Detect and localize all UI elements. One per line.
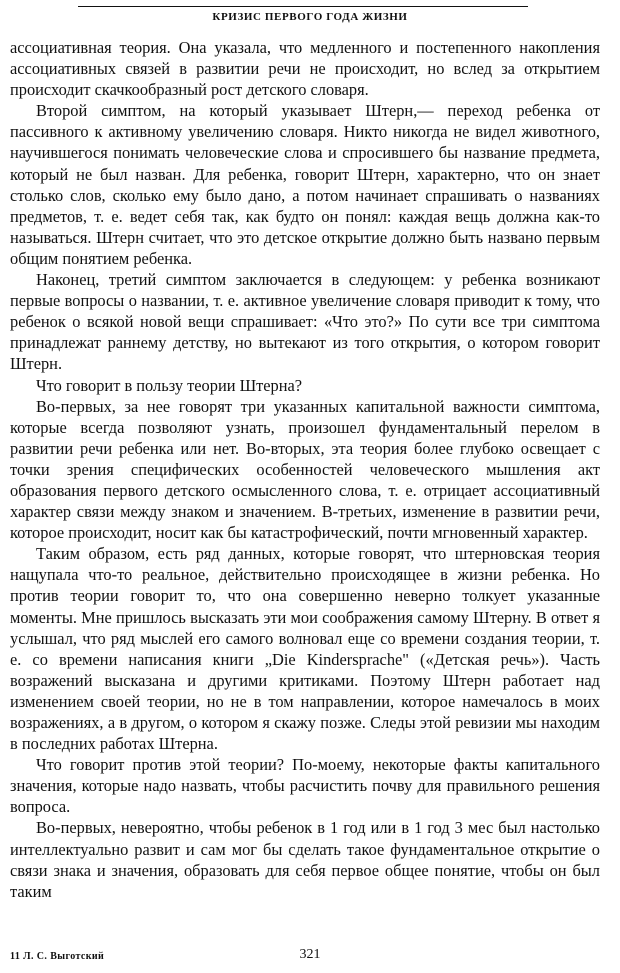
- paragraph-third-symptom: Наконец, третий симптом заключается в следующем: у ребенка возникают первые вопросы о названии, т. е. активное увеличение словаря приводит к тому, что ребенок о всякой новой вещи спрашивает: «Что это?» По сути все три симптома принадлежат раннему детству, но вытекают из того открытия, о котором говорит Штерн.: [10, 270, 600, 374]
- paragraph-continuation: ассоциативная теория. Она указала, что медленного и постепенного накопления ассоциативных связей в развитии речи не происходит, но вслед за открытием происходит скачкообразный рост детского словаря.: [10, 38, 600, 100]
- paragraph-second-symptom: Второй симптом, на который указывает Штерн,— переход ребенка от пассивного к активному увеличению словаря. Никто никогда не видел животного, научившегося понимать человеческие слова и спросившего бы название предмета, который не был назван. Для ребенка, говорит Штерн, характерно, что он знает столько слов, сколько ему было дано, а потом начинает спрашивать о названиях предметов, т. е. ведет себя так, как будто он понял: каждая вещь должна как-то называться. Штерн считает, что это детское открытие должно быть названо первым общим понятием ребенка.: [10, 101, 600, 268]
- signature-mark: 11 Л. С. Выготский: [10, 951, 105, 962]
- body-text: [10, 37, 600, 902]
- paragraph-question-for: Что говорит в пользу теории Штерна?: [36, 375, 303, 395]
- header-rule: [78, 6, 528, 7]
- running-head: КРИЗИС ПЕРВОГО ГОДА ЖИЗНИ: [212, 11, 408, 23]
- page-number: 321: [299, 947, 321, 962]
- paragraph-conclusion: Таким образом, есть ряд данных, которые говорят, что штерновская теория нащупала что-то реальное, действительно происходящее в жизни ребенка. Но против теории говорит то, что она совершенно неверно толкует указанные моменты. Мне пришлось высказать эти мои соображения самому Штерну. В ответ я услышал, что ряд мыслей его самого волновал еще со времени создания теории, т. е. со времени написания книги „Die Kindersprache" («Детская речь»). Часть возражений высказана и другими критиками. Поэтому Штерн работает над изменением своей теории, но не в том направлении, которое намечалось в моих возражениях, а в другом, о котором я скажу позже. Следы этой ревизии мы находим в последних работах Штерна.: [10, 544, 600, 754]
- paragraph-arguments-against: Во-первых, невероятно, чтобы ребенок в 1 год или в 1 год 3 мес был настолько интеллектуально развит и сам мог бы сделать такое фундаментальное открытие о связи знака и значения, образовать для себя первое общее понятие, чтобы он был таким: [10, 818, 600, 901]
- paragraph-arguments-for: Во-первых, за нее говорят три указанных капитальной важности симптома, которые всегда позволяют узнать, произошел фундаментальный перелом в развитии речи ребенка или нет. Во-вторых, эта теория более глубоко освещает с точки зрения специфических особенностей человеческого мышления акт образования первого детского осмысленного слова, т. е. отрицает ассоциативный характер связи между знаком и значением. В-третьих, изменение в развитии речи, которое происходит, носит как бы катастрофический, почти мгновенный характер.: [10, 396, 600, 543]
- paragraph-question-against: Что говорит против этой теории? По-моему, некоторые факты капитального значения, которые надо назвать, чтобы расчистить почву для правильного решения вопроса.: [10, 755, 600, 817]
